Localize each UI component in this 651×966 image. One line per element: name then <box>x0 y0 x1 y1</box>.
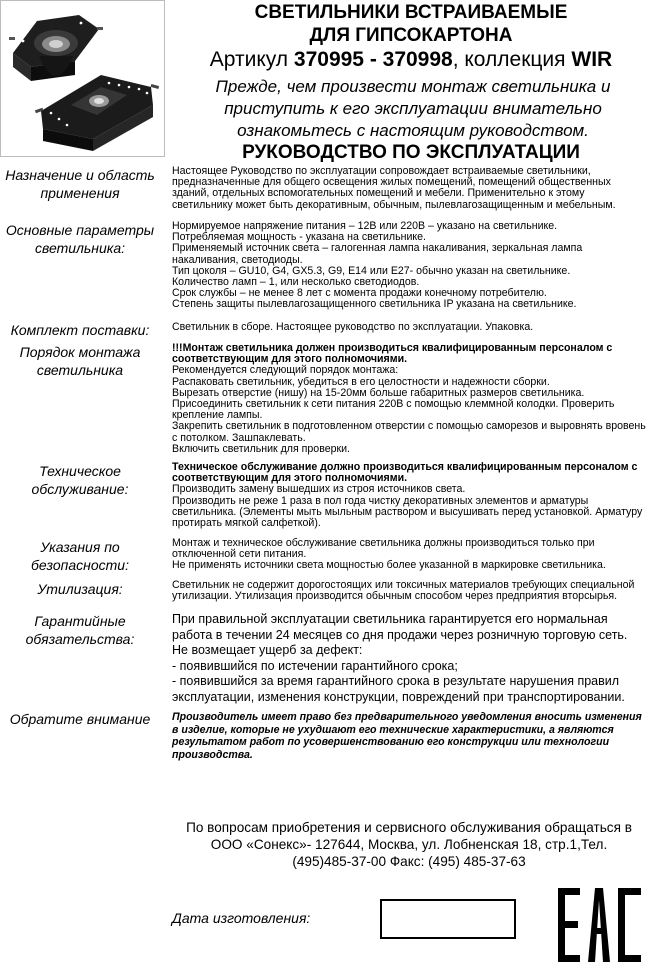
section-text: Светильник в сборе. Настоящее руководство по эксплуатации. Упаковка. <box>172 321 534 333</box>
section-label: Основные параметры светильника: <box>5 222 155 256</box>
section-text <box>172 538 646 572</box>
mounting-line: Распаковать светильник, убедиться в его целостности и надежности сборки. <box>172 375 550 388</box>
section-text: Светильник не содержит дорогостоящих или токсичных материалов требующих специальной утилизации. Утилизация производится обычным способом через предприятия вторсырья. <box>172 579 635 603</box>
param-line: Количество ламп – 1, или несколько светодиодов. <box>172 276 420 289</box>
luminaire-square-image <box>35 75 159 151</box>
contacts-line: ООО «Сонекс»- 127644, Москва, ул. Лобненская 18, стр.1,Тел. <box>210 837 608 852</box>
maintenance-line: Производить замену вышедших из строя источников света. <box>172 483 466 496</box>
manufacture-date-box <box>380 899 516 939</box>
param-line: Срок службы – не менее 8 лет с момента продажи конечному потребителю. <box>172 287 547 300</box>
section-text <box>172 612 646 705</box>
product-photo <box>0 0 165 157</box>
maintenance-line: Производить не реже 1 раза в пол года чистку декоративных элементов и арматуры светильника. (Элементы мыть мыльным раствором и высушивать перед установкой. Арматуру протирать мягкой салфеткой). <box>172 494 643 530</box>
mounting-line: Рекомендуется следующий порядок монтажа: <box>172 364 399 377</box>
section-text <box>172 462 646 529</box>
mounting-line: Включить светильник для проверки. <box>172 442 350 455</box>
param-line: Потребляемая мощность - указана на светильнике. <box>172 231 426 244</box>
section-label: Техническое обслуживание: <box>31 463 129 497</box>
section-text <box>172 221 646 311</box>
param-line: Применяемый источник света – галогенная лампа накаливания, зеркальная лампа накаливания, светодиоды. <box>172 242 583 266</box>
param-line: Степень защиты пылевлагозащищенного светильника IP указана на светильнике. <box>172 298 577 311</box>
article-numbers: 370995 - 370998 <box>293 48 453 71</box>
mounting-warning: !!!Монтаж светильника должен производиться квалифицированным персоналом с соответствующим для этого полномочиями. <box>172 342 613 366</box>
param-line: Нормируемое напряжение питания – 12В или 220В – указано на светильнике. <box>172 220 558 232</box>
title-line-1: СВЕТИЛЬНИКИ ВСТРАИВАЕМЫЕ <box>254 2 568 23</box>
contacts <box>168 819 650 870</box>
manual-title: РУКОВОДСТВО ПО ЭКСПЛУАТАЦИИ <box>242 142 580 163</box>
title-line-2: ДЛЯ ГИПСОКАРТОНА <box>309 25 513 46</box>
param-line: Тип цоколя – GU10, G4, GX5.3, G9, E14 или E27- обычно указан на светильнике. <box>172 264 571 277</box>
warranty-line: - появившийся по истечении гарантийного срока; <box>172 658 458 673</box>
contacts-line: По вопросам приобретения и сервисного обслуживания обращаться в <box>186 820 632 835</box>
safety-line: Не применять источники света мощностью более указанной в маркировке светильника. <box>172 559 606 572</box>
section-label: Указания по безопасности: <box>31 539 129 573</box>
warranty-line: При правильной эксплуатации светильника гарантируется его нормальная работа в течении 24 месяцев со дня продажи через розничную торговую сеть. <box>172 612 628 642</box>
collection-name: WIR <box>571 48 613 71</box>
mounting-line: Закрепить светильник в подготовленном отверстии с помощью саморезов и выровнять вровень с потолком. Зашпаклевать. <box>172 420 646 444</box>
mounting-line: Вырезать отверстие (нишу) на 15-20мм больше габаритных размеров светильника. <box>172 386 585 399</box>
section-text <box>172 343 646 455</box>
warranty-line: Не возмещает ущерб за дефект: <box>172 643 363 657</box>
section-text: Настоящее Руководство по эксплуатации сопровождает встраиваемые светильники, предназначенные для общего освещения жилых помещений, помещений общественных зданий, отдельных вспомогательных помещений и мебели. Применительно к этому светильнику может быть декоративным, обычным, пылевлагозащищенным и мебельным. <box>172 165 616 211</box>
collection-prefix: , коллекция <box>452 48 566 71</box>
section-label: Утилизация: <box>37 581 123 597</box>
maintenance-warning: Техническое обслуживание должно производиться квалифицированным персоналом с соответствующим для этого полномочиями. <box>172 461 638 485</box>
mounting-line: Присоединить светильник к сети питания 220В с помощью клеммной колодки. Проверить крепление лампы. <box>172 398 615 422</box>
section-label: Обратите внимание <box>9 711 151 727</box>
section-label: Порядок монтажа светильника <box>19 344 141 378</box>
eac-mark-icon <box>558 888 641 962</box>
warranty-line: - появившийся за время гарантийного срока в результате нарушения правил эксплуатации, изменения конструкции, повреждений при транспортировании. <box>172 674 625 704</box>
manufacture-date-label: Дата изготовления: <box>172 910 311 926</box>
article-prefix: Артикул <box>209 48 289 71</box>
section-label: Гарантийные обязательства: <box>25 613 135 647</box>
intro-text: Прежде, чем произвести монтаж светильника и приступить к его эксплуатации внимательно ознакомьтесь с настоящим руководством. <box>215 77 611 140</box>
safety-line: Монтаж и техническое обслуживание светильника должны производиться только при отключенной сети питания. <box>172 537 595 561</box>
luminaire-round-image <box>9 15 103 81</box>
contacts-line: (495)485-37-00 Факс: (495) 485-37-63 <box>292 854 526 869</box>
article-line <box>172 48 650 72</box>
section-text: Производитель имеет право без предварительного уведомления вносить изменения в изделие, которые не ухудшают его технические характеристики, а являются результатом работ по усовершенствованию его конструкции или технологии производства. <box>172 711 642 761</box>
section-label: Назначение и область применения <box>5 167 155 201</box>
section-label: Комплект поставки: <box>10 322 150 338</box>
